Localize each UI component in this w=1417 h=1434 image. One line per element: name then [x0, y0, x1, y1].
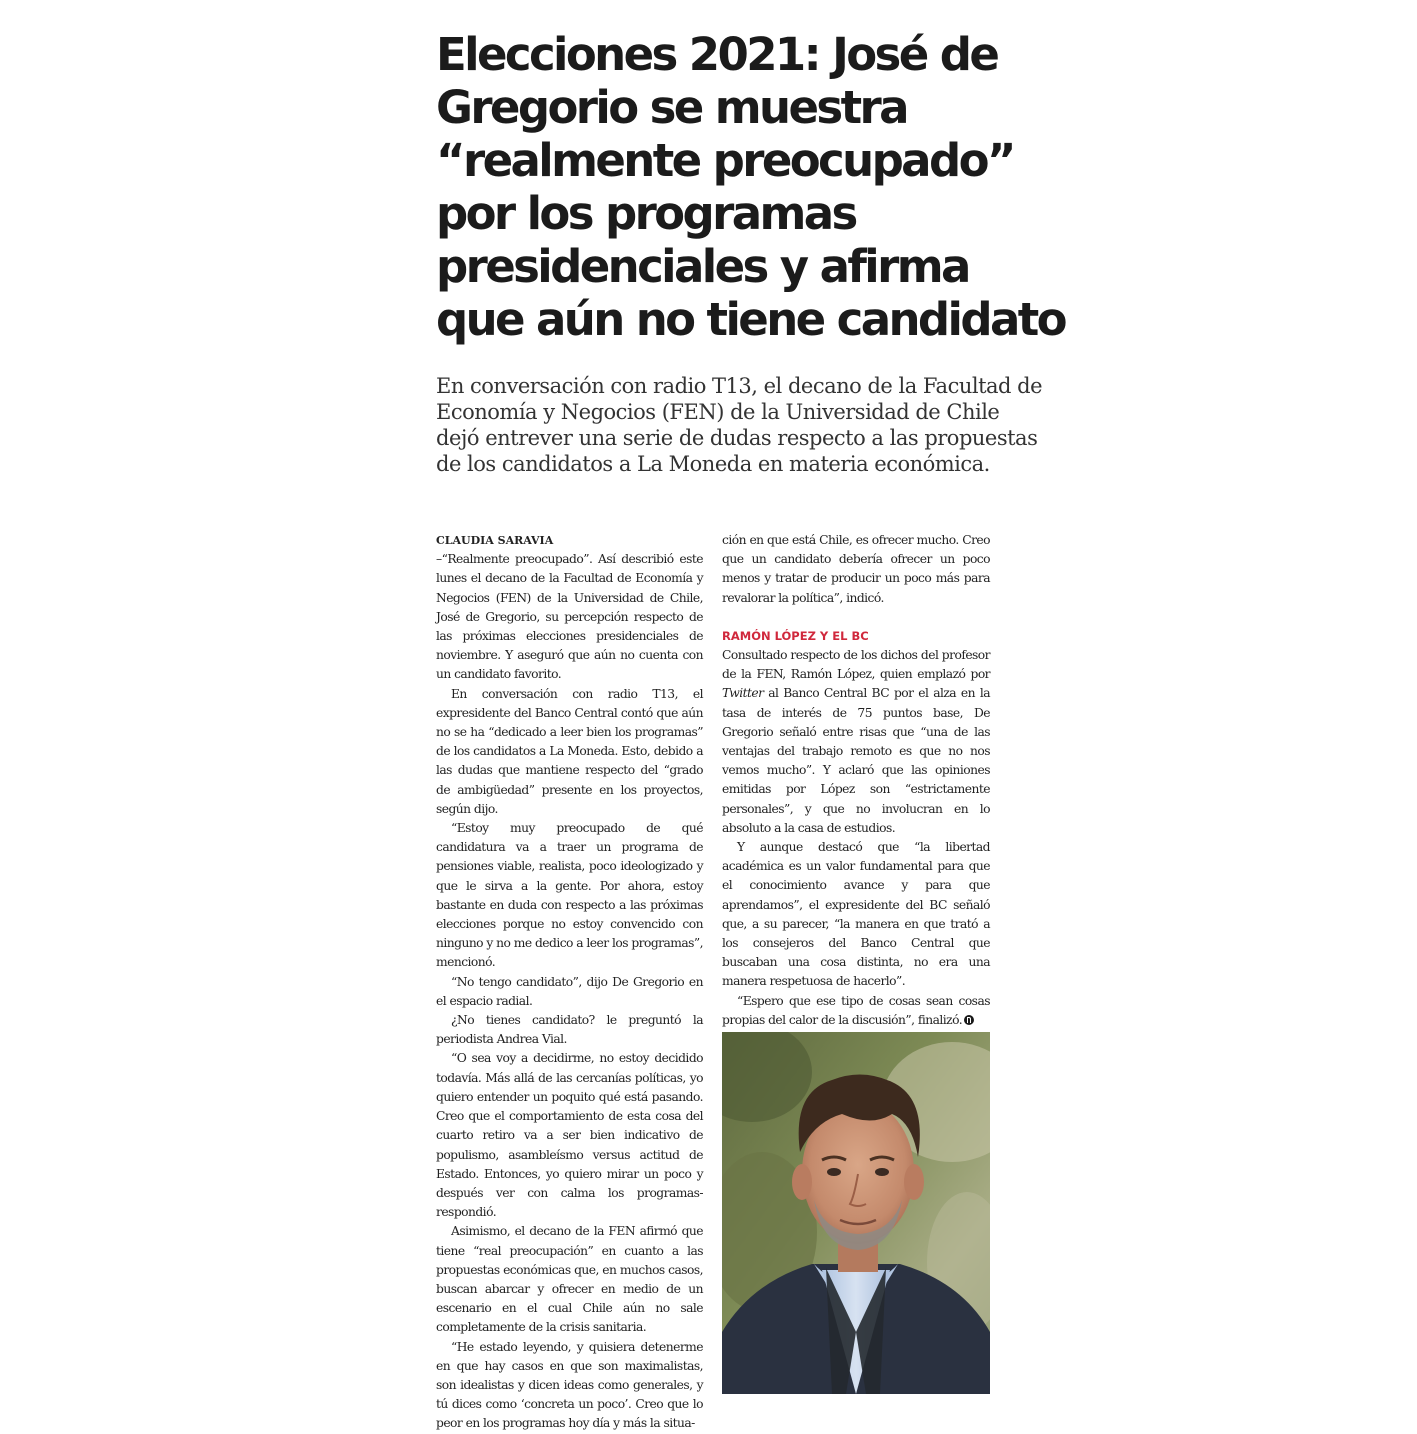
byline: CLAUDIA SARAVIA: [436, 534, 554, 547]
paragraph: “Estoy muy preocupado de qué candidatura va a traer un programa de pensiones viable, realista, poco ideologizado y que le sirva a la gente. Por ahora, estoy bastante en duda con respecto a las próximas elecciones porque no estoy convencido con ninguno y no me dedico a leer los programas”, mencionó.: [436, 821, 703, 970]
paragraph: Y aunque destacó que “la libertad académica es un valor fundamental para que el conocimiento avance y para que aprendamos”, el expresidente del BC señaló que, a su parecer, “la manera en que trató a los consejeros del Banco Central que buscaban una cosa distinta, no era una manera respetuosa de hacerlo”.: [722, 840, 990, 989]
paragraph: “He estado leyendo, y quisiera detenerme en que hay casos en que son maximalistas, son idealistas y dicen ideas como generales, y tú dices como ‘concreta un poco’. Creo que lo peor en los programas hoy día y más la situa-: [436, 1339, 703, 1431]
deck-line: de los candidatos a La Moneda en materia económica.: [436, 452, 990, 476]
body-column-left: [436, 531, 703, 1434]
paragraph-text: “Espero que ese tipo de cosas sean cosas propias del calor de la discusión”, finalizó.: [722, 993, 990, 1027]
article: [436, 28, 1065, 1431]
paragraph: “O sea voy a decidirme, no estoy decidido todavía. Más allá de las cercanías políticas, yo quiero entender un poquito qué está pasando. Creo que el comportamiento de esta cosa del cuarto retiro va a ser bien indicativo de populismo, asambleísmo versus actitud de Estado. Entonces, yo quiero mirar un poco y después ver con calma los programas- respondió.: [436, 1051, 703, 1220]
paragraph: [722, 646, 990, 838]
deck-line: En conversación con radio T13, el decano de la Facultad de: [436, 374, 1043, 398]
portrait-illustration: [722, 1032, 990, 1394]
end-mark-icon: [964, 1015, 974, 1025]
portrait-photo: [722, 1032, 990, 1394]
headline-line: Elecciones 2021: José de: [436, 28, 998, 81]
headline: [436, 28, 1065, 346]
paragraph: ción en que está Chile, es ofrecer mucho. Creo que un candidato debería ofrecer un poco menos y tratar de producir un poco más para revalorar la política”, indicó.: [722, 533, 990, 605]
paragraph: ¿No tienes candidato? le preguntó la periodista Andrea Vial.: [436, 1013, 703, 1047]
paragraph: “No tengo candidato”, dijo De Gregorio en el espacio radial.: [436, 974, 703, 1008]
paragraph-text: al Banco Central BC por el alza en la tasa de interés de 75 puntos base, De Gregorio señaló entre risas que “una de las ventajas del trabajo remoto es que no nos vemos mucho”. Y aclaró que las opiniones emitidas por López son “estrictamente personales”, y que no involucran en lo absoluto a la casa de estudios.: [722, 686, 990, 835]
headline-line: Gregorio se muestra: [436, 81, 907, 134]
emphasis-text: Twitter: [722, 686, 764, 701]
headline-line: “realmente preocupado”: [436, 134, 1014, 187]
paragraph-text: Consultado respecto de los dichos del profesor de la FEN, Ramón López, quien emplazó por: [722, 648, 990, 682]
deck-line: Economía y Negocios (FEN) de la Universidad de Chile: [436, 400, 1000, 424]
headline-line: que aún no tiene candidato: [436, 293, 1065, 346]
headline-line: por los programas: [436, 187, 856, 240]
paragraph: –“Realmente preocupado”. Así describió este lunes el decano de la Facultad de Economía y Negocios (FEN) de la Universidad de Chile, José de Gregorio, su percepción respecto de las próximas elecciones presidenciales de noviembre. Y aseguró que aún no cuenta con un candidato favorito.: [436, 552, 703, 682]
article-deck: [436, 373, 1043, 477]
section-subhead: RAMÓN LÓPEZ Y EL BC: [722, 628, 869, 643]
closing-paragraph: [722, 992, 990, 1030]
deck-line: dejó entrever una serie de dudas respecto a las propuestas: [436, 426, 1038, 450]
body-column-right: [722, 531, 990, 1030]
headline-line: presidenciales y afirma: [436, 240, 969, 293]
paragraph: En conversación con radio T13, el expresidente del Banco Central contó que aún no se ha “dedicado a leer bien los programas” de los candidatos a La Moneda. Esto, debido a las dudas que mantiene respecto del “grado de ambigüedad” presente en los proyectos, según dijo.: [436, 686, 703, 816]
paragraph: Asimismo, el decano de la FEN afirmó que tiene “real preocupación” en cuanto a las propuestas económicas que, en muchos casos, buscan abarcar y ofrecer en medio de un escenario en el cual Chile aún no sale completamente de la crisis sanitaria.: [436, 1224, 703, 1335]
